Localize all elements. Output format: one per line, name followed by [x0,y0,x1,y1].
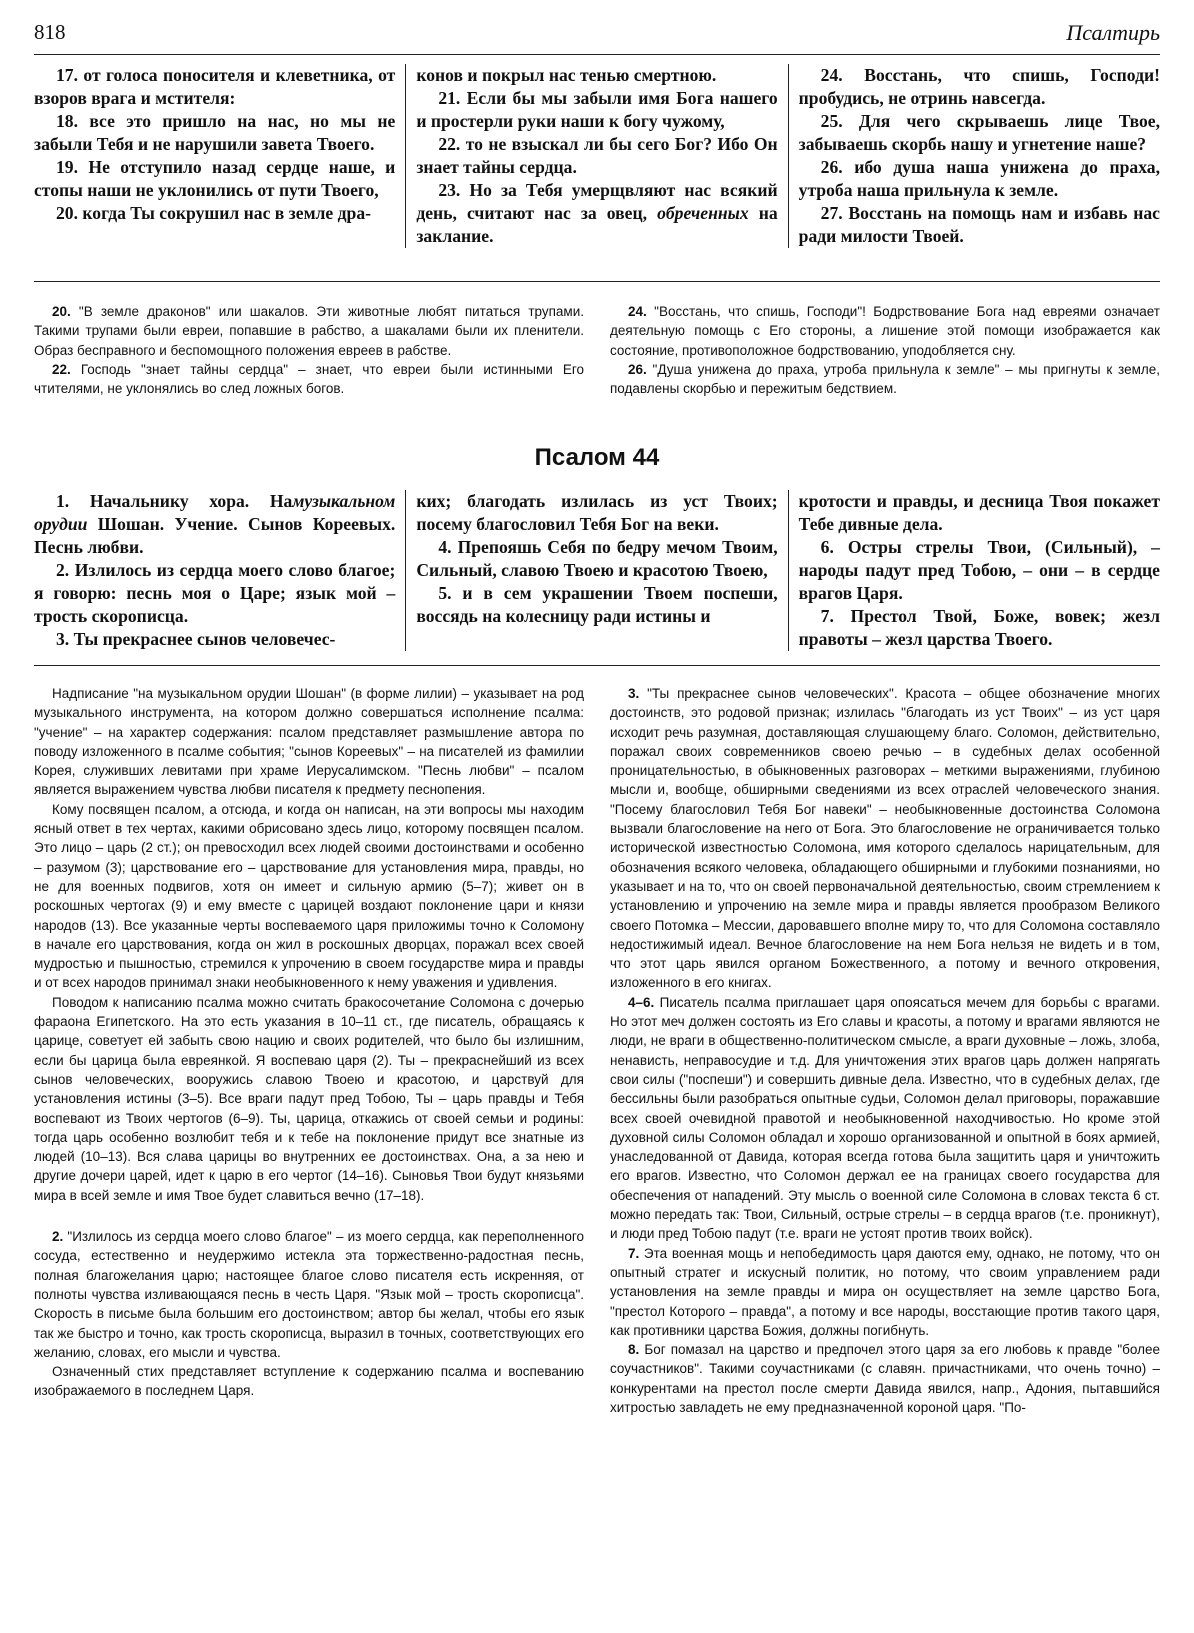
verse-18: 18. все это пришло на нас, но мы не забыли Тебя и не нарушили завета Твоего. [34,111,396,154]
verse-5-continued: кротости и правды, и десница Твоя покажет Тебе дивные дела. [798,491,1160,534]
verse-3: 3. Ты прекраснее сынов человечес- [56,629,336,649]
page-number: 818 [34,20,66,44]
verse-column-3 [788,490,1160,651]
commentary-verse-4-6: 4–6. Писатель псалма приглашает царя опоясаться мечем для борьбы с врагами. Но этот меч должен состоять из Его славы и красоты, а потому и врагами являются не люди, не враги в общественно-политическом смысле, а враги духовные – ложь, злоба, ненависть, неправосудие и т.д. Для уничтожения этих врагов царь должен напрягать свои силы ("поспеши") и совершить дивные дела. Известно, что в судебных делах, где бессильны были разобраться опытные судьи, Соломон делал приговоры, поражавшие всех своей очевидной правотой и необыкновенной находчивостью. Но кроме этой духовной силы Соломон обладал и хорошо организованной и опытной в боях армией, унаследованной от Давида, которая всегда готова была защитить царя и уничтожить его врагов. Известно, что Соломон держал ее на границах своего государства для обеспечения от нападений. Эту мысль о военной силе Соломона в словах текста 6 ст. можно передать так: Твои, Сильный, острые стрелы – в сердца врагов (т.е. проникнут), и люди пред Тобою падут (т.е. враги не устоят против твоих войск). [610,994,1160,1242]
verse-3-continued: ких; благодать излилась из уст Твоих; посему благословил Тебя Бог на веки. [416,491,778,534]
running-header [34,18,1160,55]
commentary-verse-2: 2. "Излилось из сердца моего слово благое" – из моего сердца, как переполненного сосуда, естественно и неудержимо истекла эта торжественно-радостная песнь, полная благожелания царю; настоящее благое слово писателя есть искренняя, от полноты чувства изливающаяся песнь в честь Царя. "Язык мой – трость скорописца". Скорость в письме была большим его достоинством; автор бы желал, чтобы его язык так же быстро и точно, как трость скорописца, выразил в точных, соответствующих его желанию, словах, его мысли и чувства. [34,1229,584,1360]
book-title: Псалтирь [1066,20,1160,45]
verse-25: 25. Для чего скрываешь лице Твое, забываешь скорбь нашу и угнетение наше? [798,111,1160,154]
verse-2: 2. Излилось из сердца моего слово благое; я говорю: песнь моя о Царе; язык мой – трость скорописца. [34,560,396,626]
verse-26: 26. ибо душа наша унижена до праха, утроба наша прильнула к земле. [798,157,1160,200]
verse-27: 27. Восстань на помощь нам и избавь нас ради милости Твоей. [798,203,1160,246]
commentary-verse-7: 7. Эта военная мощь и непобедимость царя даются ему, однако, не потому, что он опытный стратег и искусный политик, но потому, что своим управлением ради установления на земле правды и мира он осуществляет на земле царство Бога, "престол Которого – правда", а потому и все народы, восстающие против такого царя, как противники царства Божия, должны погибнуть. [610,1245,1160,1338]
note-24: 24. "Восстань, что спишь, Господи"! Бодрствование Бога над евреями означает деятельную помощь с Его стороны, а лишение этой помощи изображается как состояние, противоположное бодрствованию, уподобляется сну. [610,304,1160,358]
verse-5: 5. и в сем украшении Твоем поспеши, воссядь на колесницу ради истины и [416,583,778,626]
commentary-left [34,684,584,1417]
note-20: 20. "В земле драконов" или шакалов. Эти животные любят питаться трупами. Такими трупами были евреи, попавшие в рабство, а шакалами были их пленители. Образ бесправного и беспомощного положения евреев в рабстве. [34,304,584,358]
verse-1: 1. Начальнику хора. Намузыкальном орудии Шошан. Учение. Сынов Кореевых. Песнь любви. [34,491,396,557]
verse-column-1 [34,64,405,248]
verse-column-2 [405,490,787,651]
verse-column-3 [788,64,1160,248]
verse-20: 20. когда Ты сокрушил нас в земле дра- [56,203,371,223]
psalm-44-commentary [34,684,1160,1417]
verse-20-continued: конов и покрыл нас тенью смертною. [416,65,717,85]
commentary-verse-3: 3. "Ты прекраснее сынов человеческих". Красота – общее обозначение многих достоинств, это родовой признак; излилась "благодать из уст Твоих" – из уст царя исходит речь разумная, доставляющая слушающему благо. Соломон, действительно, поражал своих современников своею речью – в судебных делах особенной проницательностью, в обыкновенных разговорах – меткими выражениями, глубиною мысли и, вообще, обширными сведениями из всех отраслей человеческого знания. "Посему благословил Тебя Бог навеки" – необыкновенные достоинства Соломона вызвали благословение на него от Бога. Это благословение не ограничивается только исторической известностью Соломона, имя которого сделалось нарицательным, для обозначения всякого человека, обладающего обширными и глубокими познаниями, но указывает и на то, что он своей первоначальной деятельностью, своим стремлением к установлению и упрочению на земле мира и правды является прообразом Великого своего Потомка – Мессии, даровавшего вполне миру то, что для Соломона составляло недостижимый идеал. Вечное благословение на нем Бога нельзя не видеть и в том, что этот царь явился органом Божественного, а потому и вечного откровения, изложенного в его книгах. [610,686,1160,991]
note-22: 22. Господь "знает тайны сердца" – знает, что евреи были истинными Его чтителями, не уклонялись во след ложных богов. [34,361,584,397]
commentary-paragraph: Кому посвящен псалом, а отсюда, и когда он написан, на эти вопросы мы находим ясный ответ в тех чертах, какими обрисовано здесь лицо, которому посвящен псалом. Это лицо – царь (2 ст.); он превосходил всех людей своими достоинствами и особенно – разумом (3); царствование его – царствование для установления мира, правды, но не для военных подвигов, хотя он имеет и сильную армию (5–7); живет он в роскошных чертогах (9) и ему вместе с царицей воздают поклонение цари и князи народов (13). Все указанные черты воспеваемого царя приложимы точно к Соломону в начале его царствования, когда он жил в роскошных дворцах, поражал всех своей мудростью и пышностью, стремился к упрочению в своем государстве мира и правды и от всех народов принимал знаки необыкновенного к нему уважения и удивления. [34,801,584,991]
verse-column-2 [405,64,787,248]
psalm-43-notes [34,302,1160,398]
section-divider [34,665,1160,666]
notes-left [34,302,584,398]
commentary-right [610,684,1160,1417]
verse-19: 19. Не отступило назад сердце наше, и стопы наши не уклонились от пути Твоего, [34,157,396,200]
verse-23: 23. Но за Тебя умерщвляют нас всякий день, считают нас за овец, обреченных на заклание. [416,180,778,246]
commentary-paragraph: Поводом к написанию псалма можно считать бракосочетание Соломона с дочерью фараона Египетского. На это есть указания в 10–11 ст., где писатель, обращаясь к царице, советует ей забыть свою нацию и своих родителей, что было бы излишним, если бы царица была евреянкой. Я воспеваю царя (2). Ты – прекраснейший из всех сынов человеческих, вооружись славою Твоею и красотою, и царствуй для установления истины (3–5). Все враги падут пред Тобою, Ты – царь правды и Тебя воспевают из Твоих чертогов (6–9). Ты, царица, откажись от своей семьи и родины: тогда царь особенно возлюбит тебя и к тебе на поклонение придут все знатные из людей (10–13). Вся слава царицы во внутренних ее достоинствах. Она, а за нею и другие дочери царей, идет к царю в его чертог (14–16). Сыновья Твои будут князьями мира в всей земле и имя Твое будет славиться вечно (17–18). [34,994,584,1203]
verse-4: 4. Препояшь Себя по бедру мечом Твоим, Сильный, славою Твоею и красотою Твоею, [416,537,778,580]
notes-right [610,302,1160,398]
verse-24: 24. Восстань, что спишь, Господи! пробудись, не отринь навсегда. [798,65,1160,108]
psalm-title: Псалом 44 [534,444,660,471]
note-26: 26. "Душа унижена до праха, утроба прильнула к земле" – мы пригнуты к земле, подавлены скорбью и пережитым бедствием. [610,361,1160,397]
verse-6: 6. Остры стрелы Твои, (Сильный), – народы падут пред Тобою, – они – в сердце врагов Царя. [798,537,1160,603]
verse-22: 22. то не взыскал ли бы сего Бог? Ибо Он знает тайны сердца. [416,134,778,177]
verse-column-1 [34,490,405,651]
psalm-43-verses [34,64,1160,248]
commentary-verse-8: 8. Бог помазал на царство и предпочел этого царя за его любовь к правде "более соучастников". Такими соучастниками (с славян. причастниками, что очень точно) – конкурентами на престол после смерти Давида явился, напр., Адония, пытавшийся хитростью завладеть не ему предназначенной короной царя. "По- [610,1342,1160,1415]
commentary-paragraph: Означенный стих представляет вступление к содержанию псалма и воспеванию изображаемого в последнем Царя. [34,1364,584,1399]
verse-21: 21. Если бы мы забыли имя Бога нашего и простерли руки наши к богу чужому, [416,88,778,131]
commentary-paragraph: Надписание "на музыкальном орудии Шошан" (в форме лилии) – указывает на род музыкального инструмента, на котором должно совершаться исполнение псалма: "учение" – на характер содержания: псалом представляет размышление автора по поводу изложенного в псалме события; "сынов Кореевых" – на писателей из фамилии Корея, служивших левитами при храме Иерусалимском. "Песнь любви" – псалом является выражением чувства любви писателя к предмету песнопения. [34,686,584,798]
verse-7: 7. Престол Твой, Боже, вовек; жезл правоты – жезл царства Твоего. [798,606,1160,649]
section-divider [34,281,1160,282]
psalm-44-verses [34,490,1160,651]
verse-17: 17. от голоса поносителя и клеветника, от взоров врага и мстителя: [34,65,396,108]
